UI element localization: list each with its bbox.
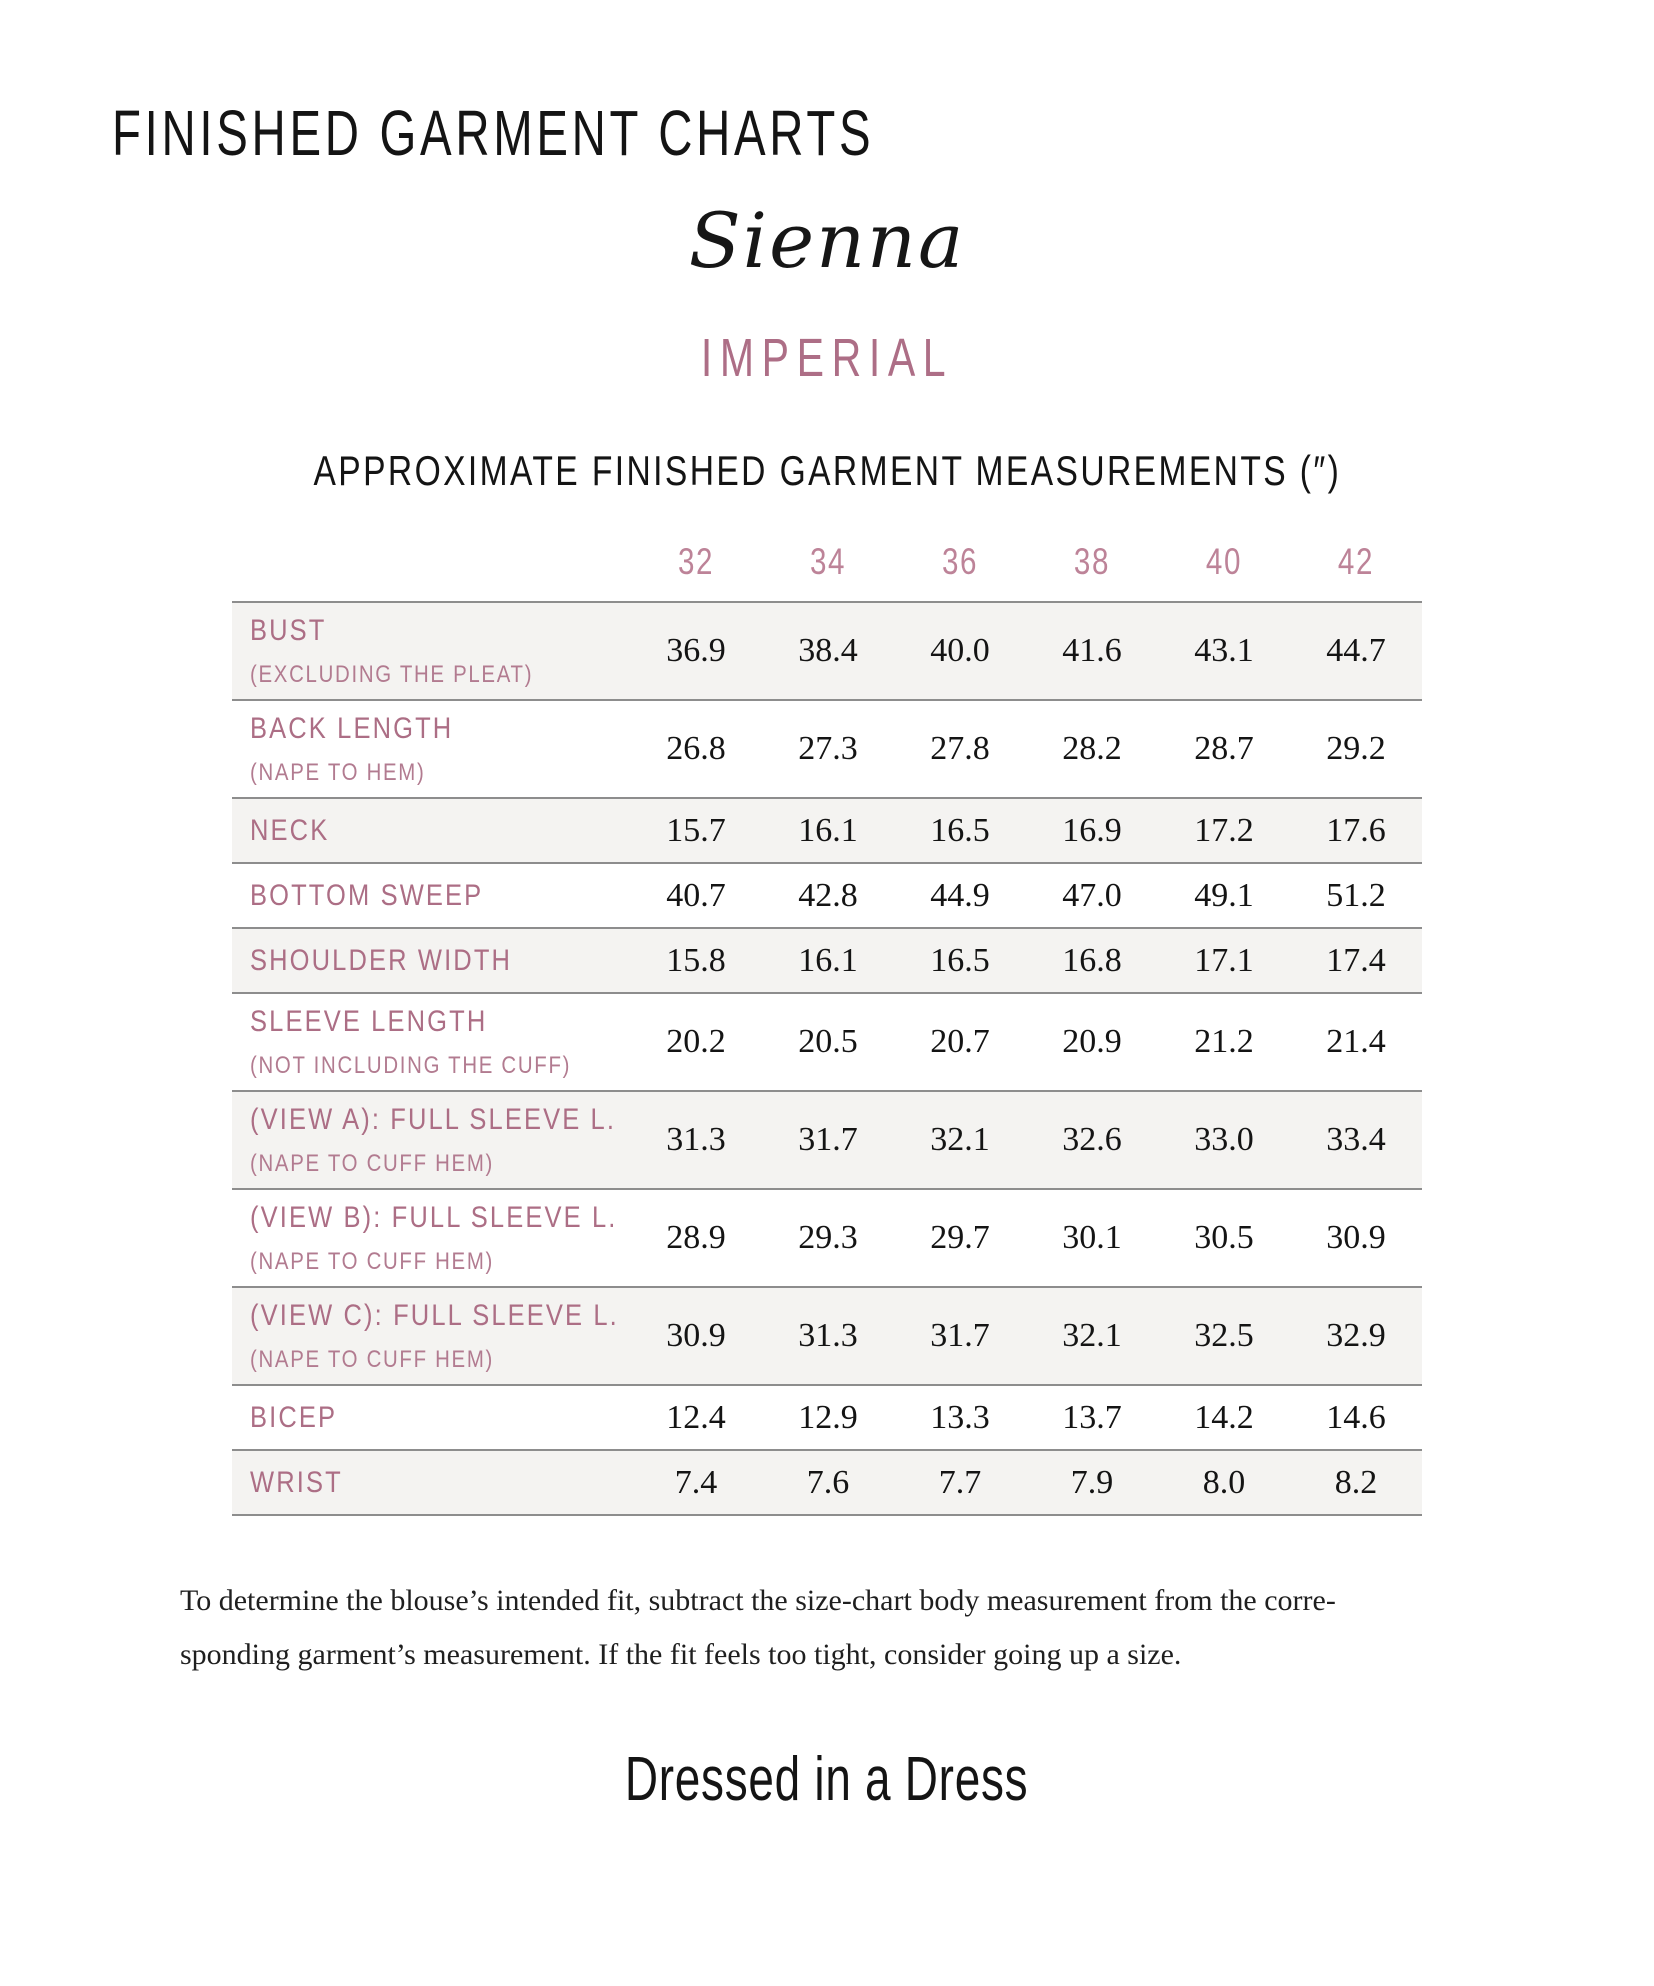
measurement-value: 30.5 xyxy=(1194,1219,1254,1256)
measurement-value: 16.1 xyxy=(798,811,858,849)
table-row xyxy=(232,603,1422,701)
measurement-value: 20.7 xyxy=(930,1023,990,1060)
row-label-cell xyxy=(232,1288,630,1384)
row-sublabel: (NAPE TO CUFF HEM) xyxy=(250,1345,495,1373)
measurement-value: 32.1 xyxy=(1062,1317,1122,1354)
measurement-value: 49.1 xyxy=(1194,876,1254,914)
size-header-row xyxy=(232,541,1422,583)
table-row xyxy=(232,929,1422,994)
row-label: (VIEW C): FULL SLEEVE L. xyxy=(250,1298,619,1332)
measurement-value: 27.3 xyxy=(798,730,858,767)
row-values xyxy=(630,994,1422,1090)
table-row xyxy=(232,1386,1422,1451)
row-label: (VIEW A): FULL SLEEVE L. xyxy=(250,1102,617,1136)
measurement-value: 20.9 xyxy=(1062,1023,1122,1060)
measurement-value: 29.7 xyxy=(930,1219,990,1256)
measurement-value: 44.9 xyxy=(930,876,990,914)
size-header: 42 xyxy=(1337,541,1375,582)
row-values xyxy=(630,929,1422,992)
size-header: 38 xyxy=(1073,541,1111,582)
row-label-cell xyxy=(232,1092,630,1188)
measurement-value: 40.7 xyxy=(666,876,726,914)
measurement-value: 31.3 xyxy=(798,1317,858,1354)
row-values xyxy=(630,799,1422,862)
row-sublabel: (NAPE TO CUFF HEM) xyxy=(250,1247,495,1275)
measurement-value: 14.6 xyxy=(1326,1398,1386,1436)
measurement-value: 29.3 xyxy=(798,1219,858,1256)
brand-logo: Dressed in a Dress xyxy=(625,1745,1029,1814)
measurement-value: 26.8 xyxy=(666,730,726,767)
measurement-value: 28.7 xyxy=(1194,730,1254,767)
measurement-value: 13.3 xyxy=(930,1398,990,1436)
row-label-cell xyxy=(232,701,630,797)
table-row xyxy=(232,864,1422,929)
row-label: BACK LENGTH xyxy=(250,711,454,745)
table-row xyxy=(232,994,1422,1092)
measurement-value: 33.0 xyxy=(1194,1121,1254,1158)
size-header: 40 xyxy=(1205,541,1243,582)
size-header: 34 xyxy=(809,541,847,582)
row-values xyxy=(630,701,1422,797)
row-label-cell xyxy=(232,864,630,927)
row-label-cell xyxy=(232,1386,630,1449)
row-sublabel: (NAPE TO CUFF HEM) xyxy=(250,1149,495,1177)
measurement-value: 51.2 xyxy=(1326,876,1386,914)
measurement-value: 30.9 xyxy=(1326,1219,1386,1256)
row-values xyxy=(630,1288,1422,1384)
table-title: APPROXIMATE FINISHED GARMENT MEASUREMENTS (″) xyxy=(313,447,1341,494)
row-label-cell xyxy=(232,799,630,862)
measurement-value: 28.9 xyxy=(666,1219,726,1256)
measurement-value: 33.4 xyxy=(1326,1121,1386,1158)
measurement-value: 32.1 xyxy=(930,1121,990,1158)
measurement-value: 16.1 xyxy=(798,941,858,979)
measurement-value: 31.3 xyxy=(666,1121,726,1158)
measurement-value: 14.2 xyxy=(1194,1398,1254,1436)
measurement-value: 32.5 xyxy=(1194,1317,1254,1354)
measurement-value: 16.5 xyxy=(930,941,990,979)
measurement-value: 7.7 xyxy=(938,1463,982,1501)
measurement-value: 20.2 xyxy=(666,1023,726,1060)
row-label-cell xyxy=(232,1190,630,1286)
measurement-value: 41.6 xyxy=(1062,632,1122,669)
measurement-value: 13.7 xyxy=(1062,1398,1122,1436)
measurement-value: 16.9 xyxy=(1062,811,1122,849)
measurement-value: 30.1 xyxy=(1062,1219,1122,1256)
measurement-value: 31.7 xyxy=(798,1121,858,1158)
row-label: WRIST xyxy=(250,1465,343,1499)
measurement-value: 43.1 xyxy=(1194,632,1254,669)
measurement-value: 12.4 xyxy=(666,1398,726,1436)
size-header: 32 xyxy=(677,541,715,582)
measurement-value: 17.1 xyxy=(1194,941,1254,979)
measurement-value: 8.0 xyxy=(1202,1463,1246,1501)
row-values xyxy=(630,603,1422,699)
measurement-value: 32.9 xyxy=(1326,1317,1386,1354)
measurement-value: 16.8 xyxy=(1062,941,1122,979)
table-row xyxy=(232,1451,1422,1516)
measurement-value: 40.0 xyxy=(930,632,990,669)
measurement-value: 32.6 xyxy=(1062,1121,1122,1158)
row-label: (VIEW B): FULL SLEEVE L. xyxy=(250,1200,618,1234)
row-values xyxy=(630,1092,1422,1188)
measurement-value: 42.8 xyxy=(798,876,858,914)
row-label: BUST xyxy=(250,613,327,647)
row-label: BICEP xyxy=(250,1400,338,1434)
table-row xyxy=(232,1092,1422,1190)
row-label-cell xyxy=(232,1451,630,1514)
row-label-cell xyxy=(232,929,630,992)
measurement-value: 15.8 xyxy=(666,941,726,979)
row-sublabel: (NAPE TO HEM) xyxy=(250,758,426,786)
measurement-value: 17.2 xyxy=(1194,811,1254,849)
measurement-value: 36.9 xyxy=(666,632,726,669)
measurement-value: 15.7 xyxy=(666,811,726,849)
row-sublabel: (EXCLUDING THE PLEAT) xyxy=(250,660,534,688)
page-title: FINISHED GARMENT CHARTS xyxy=(112,97,875,169)
table-row xyxy=(232,701,1422,799)
measurement-table xyxy=(232,601,1422,1516)
measurement-value: 29.2 xyxy=(1326,730,1386,767)
table-row xyxy=(232,1288,1422,1386)
measurement-value: 8.2 xyxy=(1334,1463,1378,1501)
table-row xyxy=(232,1190,1422,1288)
row-label: BOTTOM SWEEP xyxy=(250,878,484,912)
measurement-value: 47.0 xyxy=(1062,876,1122,914)
table-row xyxy=(232,799,1422,864)
row-label-cell xyxy=(232,603,630,699)
unit-system-label: IMPERIAL xyxy=(700,328,954,388)
row-values xyxy=(630,1451,1422,1514)
fit-note xyxy=(180,1574,1654,1682)
measurement-value: 38.4 xyxy=(798,632,858,669)
measurement-value: 44.7 xyxy=(1326,632,1386,669)
measurement-value: 27.8 xyxy=(930,730,990,767)
measurement-value: 7.6 xyxy=(806,1463,850,1501)
measurement-value: 7.9 xyxy=(1070,1463,1114,1501)
row-label: SLEEVE LENGTH xyxy=(250,1004,488,1038)
measurement-value: 21.4 xyxy=(1326,1023,1386,1060)
measurement-value: 28.2 xyxy=(1062,730,1122,767)
measurement-value: 21.2 xyxy=(1194,1023,1254,1060)
measurement-value: 16.5 xyxy=(930,811,990,849)
fit-note-line: sponding garment’s measurement. If the fit feels too tight, consider going up a size. xyxy=(180,1638,1182,1671)
measurement-value: 30.9 xyxy=(666,1317,726,1354)
fit-note-line: To determine the blouse’s intended fit, subtract the size-chart body measurement from the corre- xyxy=(180,1584,1336,1617)
measurement-value: 7.4 xyxy=(674,1463,718,1501)
size-header-values xyxy=(630,541,1422,583)
size-header: 36 xyxy=(941,541,979,582)
measurement-value: 20.5 xyxy=(798,1023,858,1060)
row-values xyxy=(630,1386,1422,1449)
row-sublabel: (NOT INCLUDING THE CUFF) xyxy=(250,1051,572,1079)
measurement-value: 17.4 xyxy=(1326,941,1386,979)
row-label-cell xyxy=(232,994,630,1090)
row-values xyxy=(630,864,1422,927)
measurement-value: 12.9 xyxy=(798,1398,858,1436)
pattern-name-script: Sienna xyxy=(688,196,966,285)
row-label: NECK xyxy=(250,813,330,847)
measurement-value: 31.7 xyxy=(930,1317,990,1354)
row-values xyxy=(630,1190,1422,1286)
measurement-value: 17.6 xyxy=(1326,811,1386,849)
row-label: SHOULDER WIDTH xyxy=(250,943,513,977)
